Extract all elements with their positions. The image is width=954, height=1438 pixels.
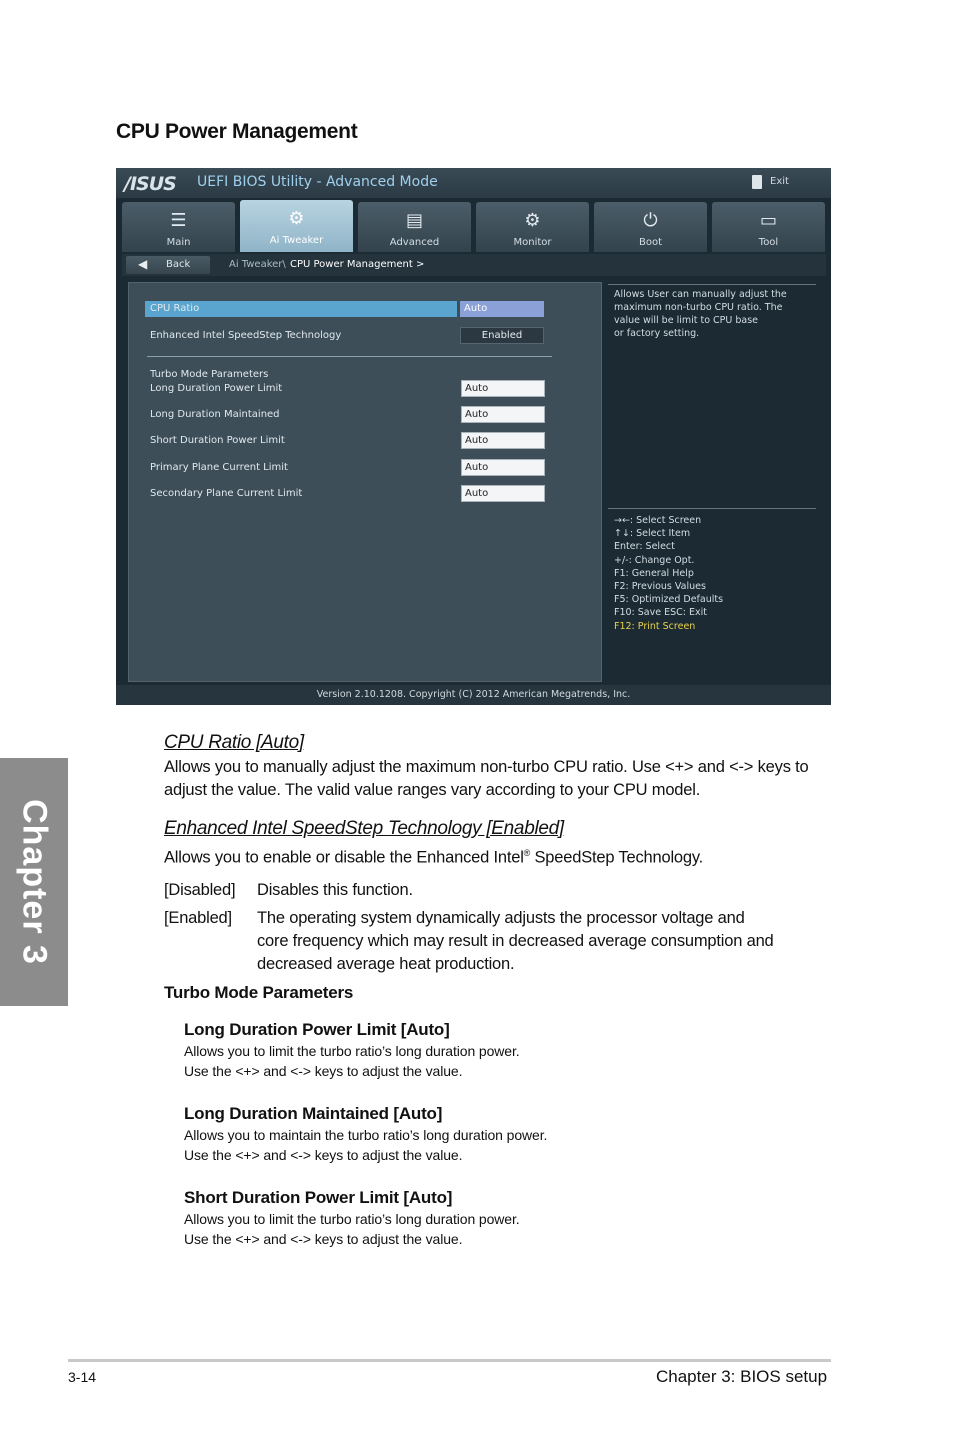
- key-hint: F5: Optimized Defaults: [614, 594, 724, 606]
- tab-label: Main: [166, 237, 191, 248]
- text-line: Allows you to maintain the turbo ratio’s long duration power.: [184, 1127, 548, 1143]
- help-panel: [608, 282, 818, 680]
- tab-ai-tweaker[interactable]: [240, 200, 353, 252]
- back-arrow-icon: ◀: [138, 257, 148, 271]
- section-title: CPU Power Management: [116, 120, 358, 143]
- cpu-ratio-label: CPU Ratio: [150, 303, 200, 314]
- speedstep-label: Enhanced Intel SpeedStep Technology: [150, 330, 342, 341]
- help-line: or factory setting.: [614, 328, 700, 339]
- tab-monitor[interactable]: [476, 202, 589, 252]
- turbo-item-value[interactable]: Auto: [461, 406, 545, 423]
- key-hint-print-screen: F12: Print Screen: [614, 620, 696, 632]
- tool-icon: ▭: [759, 210, 778, 231]
- footer-chapter: Chapter 3: BIOS setup: [656, 1367, 828, 1386]
- help-line: value will be limit to CPU base: [614, 315, 759, 326]
- help-line: maximum non-turbo CPU ratio. The: [614, 302, 783, 313]
- key-hint: F2: Previous Values: [614, 581, 706, 593]
- exit-label: Exit: [770, 176, 789, 187]
- tab-tool[interactable]: [712, 202, 825, 252]
- option-enabled-desc: [257, 907, 774, 976]
- option-disabled-desc: Disables this function.: [257, 881, 413, 899]
- tab-label: Monitor: [513, 237, 552, 248]
- tab-label: Tool: [758, 237, 779, 248]
- key-hint: Enter: Select: [614, 541, 675, 553]
- item-heading: Short Duration Power Limit [Auto]: [184, 1188, 453, 1207]
- text-span: Allows you to enable or disable the Enhanced Intel: [164, 848, 524, 867]
- tweaker-icon: ⚙: [288, 208, 305, 229]
- back-label: Back: [166, 259, 191, 270]
- help-line: Allows User can manually adjust the: [614, 289, 787, 300]
- chapter-tab-label: Chapter 3: [15, 799, 54, 965]
- turbo-heading: Turbo Mode Parameters: [164, 983, 354, 1002]
- option-disabled-key: [Disabled]: [164, 881, 236, 899]
- speedstep-value[interactable]: Enabled: [460, 327, 544, 344]
- monitor-icon: ⚙: [524, 210, 541, 231]
- tab-boot[interactable]: [594, 202, 707, 252]
- back-button[interactable]: [126, 256, 210, 274]
- turbo-item-label: Short Duration Power Limit: [150, 435, 285, 446]
- text-line: The operating system dynamically adjusts the processor voltage and: [257, 909, 745, 927]
- cpu-ratio-heading: CPU Ratio [Auto]: [164, 732, 304, 753]
- list-icon: ☰: [170, 210, 187, 231]
- exit-button[interactable]: [742, 172, 828, 194]
- item-description: [184, 1125, 547, 1165]
- key-hint: +/-: Change Opt.: [614, 554, 695, 566]
- footer-rule: [68, 1359, 831, 1362]
- breadcrumb: [122, 254, 826, 276]
- speedstep-heading: Enhanced Intel SpeedStep Technology [Enabled]: [164, 818, 564, 839]
- text-line: core frequency which may result in decreased average consumption and: [257, 932, 774, 950]
- text-line: adjust the value. The valid value ranges vary according to your CPU model.: [164, 781, 701, 799]
- item-heading: Long Duration Power Limit [Auto]: [184, 1020, 450, 1039]
- turbo-item-label: Primary Plane Current Limit: [150, 462, 288, 473]
- turbo-item-label: Secondary Plane Current Limit: [150, 488, 303, 499]
- chapter-tab: [0, 758, 68, 1006]
- item-heading: Long Duration Maintained [Auto]: [184, 1104, 443, 1123]
- text-line: Use the <+> and <-> keys to adjust the value.: [184, 1231, 463, 1247]
- item-description: [184, 1209, 520, 1249]
- item-description: [184, 1041, 520, 1081]
- turbo-item-value[interactable]: Auto: [461, 459, 545, 476]
- help-text: [614, 288, 812, 340]
- help-divider-top: [608, 284, 816, 285]
- divider: [147, 356, 552, 357]
- bios-title-bar: [116, 168, 831, 198]
- cpu-ratio-description: [164, 756, 809, 802]
- registered-mark: ®: [523, 848, 531, 858]
- tab-label: Ai Tweaker: [269, 235, 324, 246]
- breadcrumb-current: CPU Power Management >: [290, 259, 425, 270]
- turbo-item-label: Long Duration Maintained: [150, 409, 280, 420]
- key-hint: →←: Select Screen: [614, 515, 702, 526]
- text-line: Use the <+> and <-> keys to adjust the value.: [184, 1063, 463, 1079]
- tab-label: Advanced: [389, 237, 440, 248]
- turbo-item-value[interactable]: Auto: [461, 485, 545, 502]
- cpu-ratio-value[interactable]: Auto: [460, 301, 544, 317]
- bios-version: Version 2.10.1208. Copyright (C) 2012 American Megatrends, Inc.: [116, 685, 831, 705]
- key-hint: ↑↓: Select Item: [614, 528, 691, 540]
- bios-title: UEFI BIOS Utility - Advanced Mode: [197, 174, 438, 190]
- breadcrumb-parent[interactable]: Ai Tweaker\: [229, 259, 286, 270]
- exit-icon: [752, 175, 762, 189]
- text-line: Allows you to manually adjust the maximum non-turbo CPU ratio. Use <+> and <-> keys to: [164, 758, 809, 776]
- text-line: decreased average heat production.: [257, 955, 515, 973]
- text-line: Use the <+> and <-> keys to adjust the value.: [184, 1147, 463, 1163]
- bios-tab-bar: [122, 202, 826, 254]
- advanced-icon: ▤: [405, 210, 424, 231]
- asus-logo: /ISUS: [124, 173, 176, 195]
- turbo-header: Turbo Mode Parameters: [150, 369, 269, 380]
- key-hint: F1: General Help: [614, 567, 694, 579]
- speedstep-description: [164, 842, 703, 870]
- settings-panel: [128, 282, 602, 682]
- help-divider-keys: [608, 508, 816, 509]
- bios-screenshot: [116, 168, 831, 705]
- tab-main[interactable]: [122, 202, 235, 252]
- tab-label: Boot: [638, 237, 663, 248]
- option-enabled-key: [Enabled]: [164, 909, 232, 927]
- text-line: Allows you to limit the turbo ratio’s long duration power.: [184, 1043, 520, 1059]
- key-legend: [614, 514, 812, 633]
- turbo-item-value[interactable]: Auto: [461, 380, 545, 397]
- tab-advanced[interactable]: [358, 202, 471, 252]
- turbo-item-label: Long Duration Power Limit: [150, 383, 283, 394]
- key-hint: F10: Save ESC: Exit: [614, 607, 707, 619]
- page-number: 3-14: [68, 1369, 97, 1385]
- power-icon: ⏻: [643, 210, 658, 231]
- text-span: SpeedStep Technology.: [530, 848, 704, 867]
- text-line: Allows you to limit the turbo ratio’s long duration power.: [184, 1211, 520, 1227]
- turbo-item-value[interactable]: Auto: [461, 432, 545, 449]
